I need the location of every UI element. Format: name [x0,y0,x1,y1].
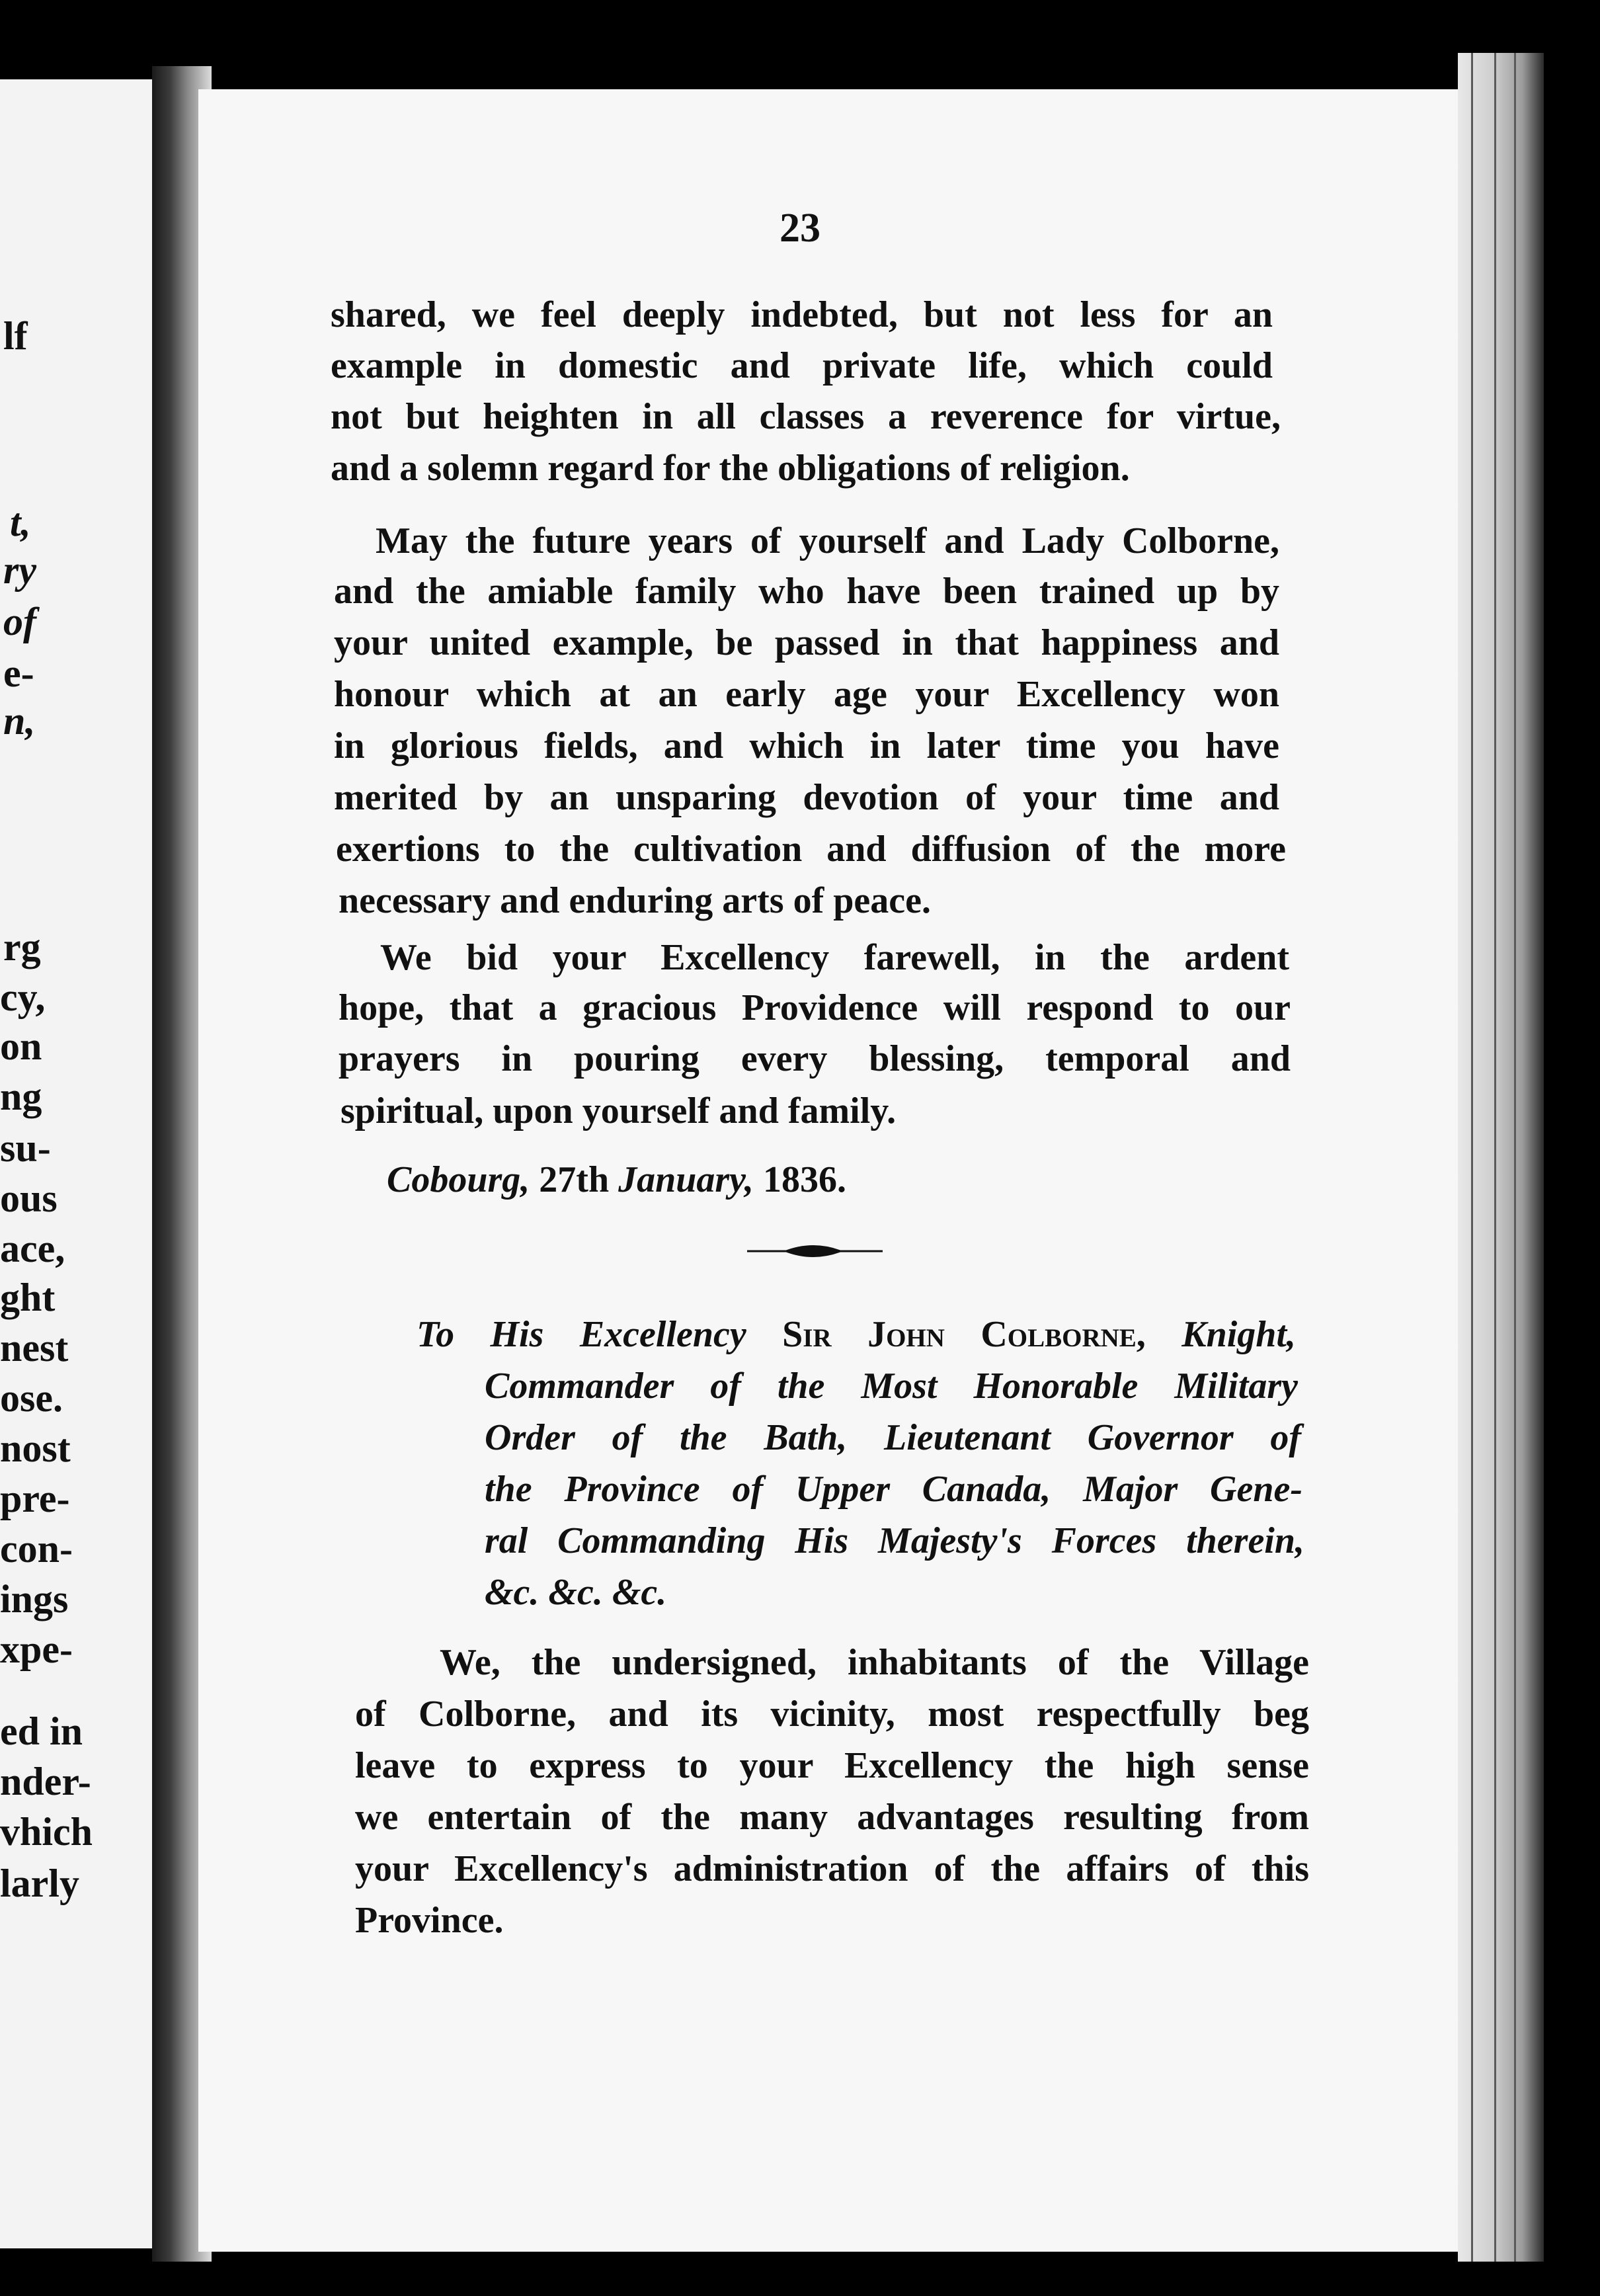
paragraph-2-line: honour which at an early age your Excellency won [334,674,1279,715]
left-fragment: on [0,1024,42,1068]
left-fragment: larly [0,1862,79,1905]
dateline-year: 1836. [762,1159,846,1200]
left-fragment: cy, [0,975,46,1019]
dateline [387,1159,846,1201]
left-fragment: ng [0,1075,42,1118]
left-fragment: ous [0,1176,58,1220]
left-fragment: ose. [0,1376,63,1420]
dateline-month: January, [618,1159,754,1200]
dateline-place: Cobourg, [387,1159,530,1200]
left-fragment: of [3,600,36,643]
left-fragment: rg [3,925,41,969]
paragraph-3-line: prayers in pouring every blessing, temporal and [339,1038,1291,1079]
left-fragment: ace, [0,1227,65,1270]
dateline-day: 27th [539,1159,610,1200]
ornament-divider [747,1238,883,1264]
left-fragment: vhich [0,1810,93,1854]
left-fragment: ry [3,548,36,592]
address-line: &c. &c. &c. [485,1572,667,1613]
left-page [0,79,165,2248]
paragraph-3-line: hope, that a gracious Providence will respond to our [339,987,1291,1028]
paragraph-2-line: your united example, be passed in that happiness and [334,622,1279,663]
left-fragment: t, [10,501,31,544]
left-fragment: ings [0,1577,69,1621]
left-fragment: ed in [0,1709,83,1753]
address-line: Commander of the Most Honorable Military [485,1366,1298,1407]
paragraph-1-line: and a solemn regard for the obligations of religion. [331,448,1130,489]
address-name: Sir John Colborne, [782,1314,1146,1355]
left-fragment: xpe- [0,1627,73,1671]
left-fragment: su- [0,1126,51,1170]
left-fragment: ght [0,1276,56,1319]
address-title: Knight, [1181,1314,1297,1355]
left-fragment: nost [0,1426,71,1470]
paragraph-1-line: shared, we feel deeply indebted, but not less for an [331,294,1273,335]
left-fragment: nest [0,1326,69,1370]
left-fragment: n, [3,699,36,743]
paragraph-1-line: example in domestic and private life, which could [331,345,1273,386]
paragraph-3-line: spiritual, upon yourself and family. [340,1090,897,1131]
left-fragment: nder- [0,1760,91,1803]
page-edge-line [1471,53,1473,2262]
paragraph-4-line: your Excellency's administration of the affairs of this [355,1848,1309,1889]
paragraph-2-line: and the amiable family who have been trained up by [334,571,1279,612]
left-fragment: lf [3,314,28,358]
page-edge-line [1514,53,1516,2262]
paragraph-4-line: of Colborne, and its vicinity, most respectfully beg [355,1694,1309,1735]
address-salutation: To His Excellency [417,1314,746,1355]
address-line: Order of the Bath, Lieutenant Governor of [485,1417,1301,1458]
paragraph-4-line: Province. [355,1900,504,1941]
address-line: the Province of Upper Canada, Major Gene- [485,1469,1302,1510]
paragraph-3-line: We bid your Excellency farewell, in the ardent [380,937,1289,978]
left-fragment: pre- [0,1477,70,1520]
page-edge [1458,53,1544,2262]
address-line: ral Commanding His Majesty's Forces therein, [485,1520,1304,1561]
paragraph-2-line: merited by an unsparing devotion of your time and [334,777,1279,818]
left-fragment: con- [0,1527,73,1571]
paragraph-4-line: we entertain of the many advantages resulting from [355,1797,1309,1838]
paragraph-1-line: not but heighten in all classes a reverence for virtue, [331,396,1281,437]
left-fragment: e- [3,651,34,695]
page-number: 23 [780,206,820,251]
paragraph-4-line: leave to express to your Excellency the high sense [355,1745,1309,1786]
paragraph-4-line: We, the undersigned, inhabitants of the Village [440,1642,1309,1683]
address-line-1 [417,1316,1296,1353]
paragraph-2-line: exertions to the cultivation and diffusion of the more [336,829,1286,870]
paragraph-2-line: May the future years of yourself and Lady Colborne, [376,520,1279,561]
paragraph-2-line: necessary and enduring arts of peace. [339,880,931,921]
page-edge-line [1494,53,1496,2262]
paragraph-2-line: in glorious fields, and which in later time you have [334,725,1279,766]
